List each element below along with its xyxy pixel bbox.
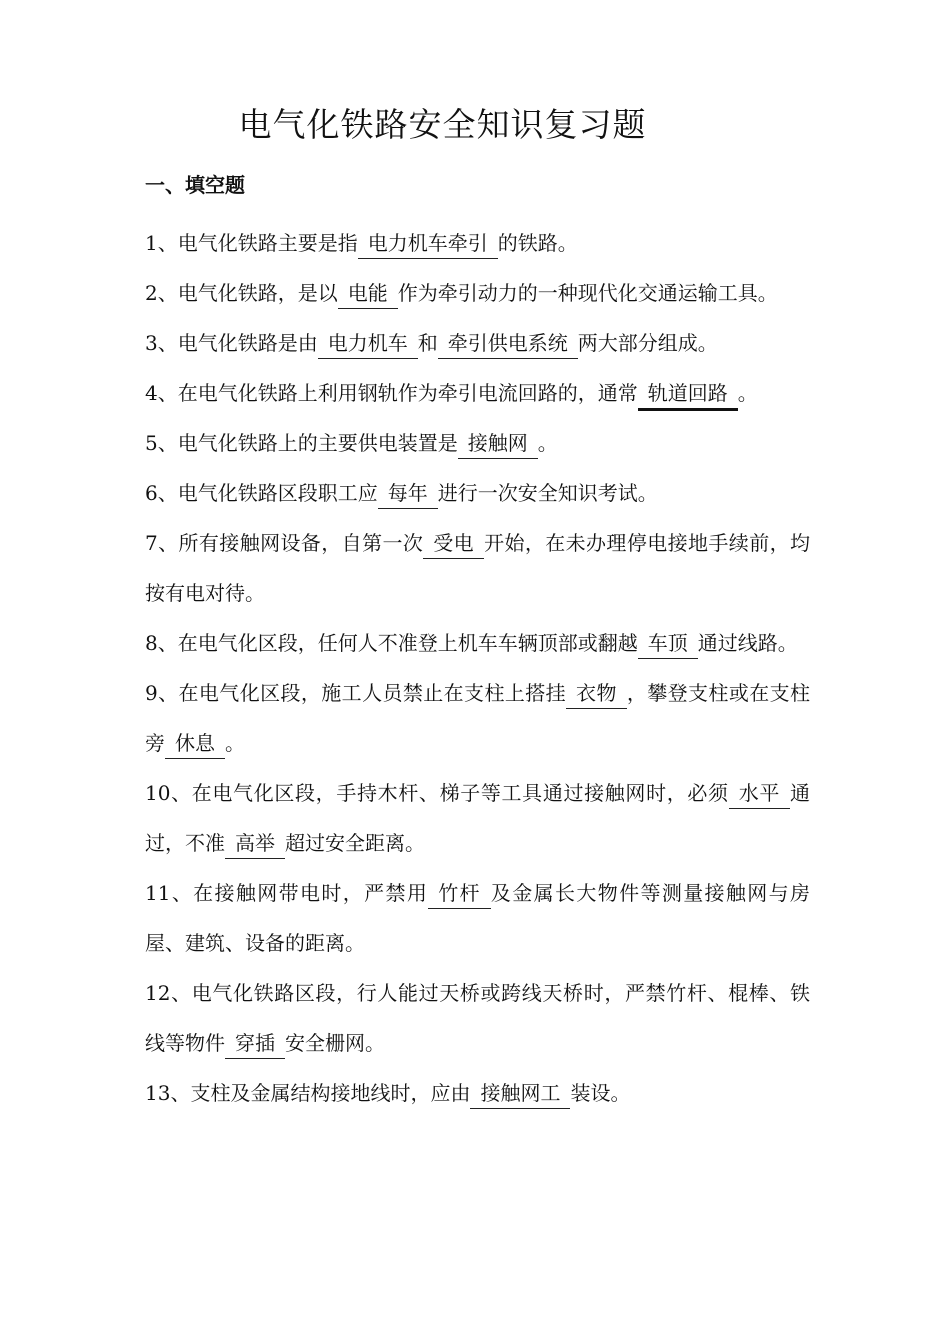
question-item — [145, 768, 810, 868]
answer-blank: 休息 — [165, 731, 225, 759]
question-item — [145, 368, 810, 418]
answer-blank: 电能 — [338, 281, 398, 309]
answer-blank: 电力机车牵引 — [358, 231, 498, 259]
question-text: 。 — [537, 431, 558, 455]
question-item — [145, 418, 810, 468]
question-item — [145, 618, 810, 668]
answer-blank: 水平 — [729, 781, 790, 809]
answer-blank: 每年 — [378, 481, 438, 509]
answer-blank: 车顶 — [638, 631, 698, 659]
question-item — [145, 268, 810, 318]
answer-blank: 牵引供电系统 — [438, 331, 578, 359]
question-text: 通过线路。 — [697, 631, 798, 655]
question-text: 开始，在未办理停电接地手续前，均按有电对待。 — [145, 531, 810, 605]
question-text: 5、电气化铁路上的主要供电装置是 — [145, 431, 458, 455]
answer-blank: 穿插 — [225, 1031, 285, 1059]
question-text: ，攀登支柱或在支柱旁 — [145, 681, 811, 755]
question-text: 8、在电气化区段，任何人不准登上机车车辆顶部或翻越 — [145, 631, 638, 655]
question-text: 和 — [417, 331, 438, 355]
question-list — [145, 218, 810, 1118]
question-text: 12、电气化铁路区段，行人能过天桥或跨线天桥时，严禁竹杆、棍棒、铁线等物件 — [145, 981, 810, 1055]
question-text: 9、在电气化区段，施工人员禁止在支柱上搭挂 — [145, 681, 567, 705]
question-text: 。 — [737, 381, 758, 405]
answer-blank: 电力机车 — [318, 331, 418, 359]
question-text: 进行一次安全知识考试。 — [437, 481, 658, 505]
question-item — [145, 1068, 810, 1118]
answer-blank: 高举 — [225, 831, 285, 859]
question-text: 13、支柱及金属结构接地线时，应由 — [145, 1081, 471, 1105]
question-text: 4、在电气化铁路上利用钢轨作为牵引电流回路的，通常 — [145, 381, 638, 405]
question-item — [145, 518, 810, 618]
answer-blank: 衣物 — [566, 681, 627, 709]
question-text: 6、电气化铁路区段职工应 — [145, 481, 378, 505]
document-title: 电气化铁路安全知识复习题 — [238, 105, 647, 144]
answer-blank: 竹杆 — [428, 881, 491, 909]
answer-blank: 轨道回路 — [638, 381, 738, 411]
question-text: 7、所有接触网设备，自第一次 — [145, 531, 424, 555]
question-text: 通过，不准 — [145, 781, 811, 855]
question-item — [145, 218, 810, 268]
question-text: 2、电气化铁路，是以 — [145, 281, 338, 305]
question-text: 及金属长大物件等测量接触网与房屋、建筑、设备的距离。 — [145, 881, 811, 955]
question-item — [145, 318, 810, 368]
question-text: 10、在电气化区段，手持木杆、梯子等工具通过接触网时，必须 — [145, 781, 729, 805]
question-text: 的铁路。 — [497, 231, 578, 255]
answer-blank: 受电 — [423, 531, 484, 559]
question-text: 安全栅网。 — [285, 1031, 385, 1055]
question-item — [145, 868, 810, 968]
question-item — [145, 468, 810, 518]
question-text: 。 — [225, 731, 245, 755]
answer-blank: 接触网工 — [470, 1081, 570, 1109]
question-text: 装设。 — [570, 1081, 631, 1105]
question-text: 1、电气化铁路主要是指 — [145, 231, 358, 255]
question-text: 3、电气化铁路是由 — [145, 331, 318, 355]
answer-blank: 接触网 — [458, 431, 538, 459]
question-text: 两大部分组成。 — [577, 331, 718, 355]
question-item — [145, 668, 810, 768]
question-item — [145, 968, 810, 1068]
question-text: 超过安全距离。 — [285, 831, 425, 855]
question-text: 作为牵引动力的一种现代化交通运输工具。 — [397, 281, 778, 305]
question-text: 11、在接触网带电时，严禁用 — [145, 881, 429, 905]
section-heading: 一、填空题 — [145, 173, 245, 197]
